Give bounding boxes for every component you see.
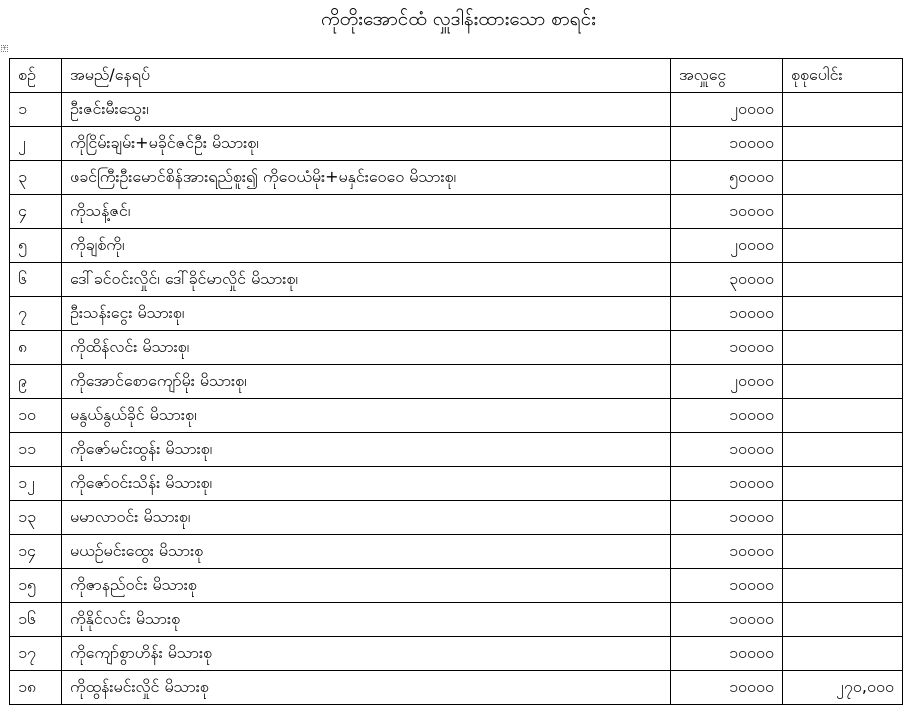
donation-amount-cell: ၁၀၀၀၀ [671,195,783,229]
donation-amount-cell: ၅၀၀၀၀ [671,161,783,195]
donor-name-cell: ကိုဇော်ဝင်းသိန်း မိသားစု၊ [62,467,671,501]
serial-number-cell: ၁၅ [10,569,62,603]
table-row [10,93,903,127]
donation-amount-cell: ၁၀၀၀၀ [671,297,783,331]
table-row [10,535,903,569]
table-row [10,365,903,399]
donor-name-cell: ဦးဇင်းမီးသွေး၊ [62,93,671,127]
serial-number-cell: ၈ [10,331,62,365]
serial-number-cell: ၁၁ [10,433,62,467]
page-title: ကိုတိုးအောင်ထံ လှူဒါန်းထားသော စာရင်း [321,8,596,30]
donation-amount-cell: ၁၀၀၀၀ [671,399,783,433]
donor-name-cell: ဒေါ်ခင်ဝင်းလှိုင်၊ ဒေါ်ခိုင်မာလှိုင် မိသားစု၊ [62,263,671,297]
table-row [10,501,903,535]
serial-number-cell: ၉ [10,365,62,399]
grand-total-cell: ၂၇၀,၀၀၀ [783,671,903,705]
serial-number-cell: ၇ [10,297,62,331]
donor-name-cell: ကိုချစ်ကို၊ [62,229,671,263]
grand-total-cell [783,365,903,399]
donation-amount-cell: ၂၀၀၀၀ [671,365,783,399]
serial-number-cell: ၁၈ [10,671,62,705]
table-row [10,127,903,161]
header-grand-total: စုစုပေါင်း [783,59,903,93]
donation-amount-cell: ၂၀၀၀၀ [671,229,783,263]
grand-total-cell [783,535,903,569]
donation-amount-cell: ၁၀၀၀၀ [671,671,783,705]
grand-total-cell [783,603,903,637]
table-row [10,331,903,365]
grand-total-cell [783,195,903,229]
serial-number-cell: ၂ [10,127,62,161]
grand-total-cell [783,263,903,297]
donor-name-cell: ကိုအောင်စောကျော်မိုး မိသားစု၊ [62,365,671,399]
donation-amount-cell: ၁၀၀၀၀ [671,433,783,467]
table-row [10,433,903,467]
table-header-row [10,59,903,93]
grand-total-cell [783,501,903,535]
table-row [10,467,903,501]
table-row [10,637,903,671]
table-row [10,603,903,637]
donor-name-cell: ကိုဇာနည်ဝင်း မိသားစု [62,569,671,603]
serial-number-cell: ၁၀ [10,399,62,433]
donor-name-cell: ကိုကျော်စွာဟိန်း မိသားစု [62,637,671,671]
donor-name-cell: မမာလာဝင်း မိသားစု၊ [62,501,671,535]
grand-total-cell [783,399,903,433]
donation-table [9,58,903,705]
header-name-address: အမည်/နေရပ် [62,59,671,93]
table-row [10,297,903,331]
donation-amount-cell: ၁၀၀၀၀ [671,637,783,671]
donation-amount-cell: ၁၀၀၀၀ [671,535,783,569]
donor-name-cell: ကိုငြိမ်းချမ်း+မခိုင်ဇင်ဦး မိသားစု၊ [62,127,671,161]
grand-total-cell [783,127,903,161]
table-row [10,161,903,195]
grand-total-cell [783,637,903,671]
grand-total-cell [783,161,903,195]
serial-number-cell: ၁၄ [10,535,62,569]
donation-amount-cell: ၃၀၀၀၀ [671,263,783,297]
table-row [10,569,903,603]
serial-number-cell: ၁၆ [10,603,62,637]
table-body [10,93,903,705]
donor-name-cell: ကိုနိုင်လင်း မိသားစု [62,603,671,637]
table-row [10,195,903,229]
grand-total-cell [783,93,903,127]
donor-name-cell: ဖခင်ကြီးဦးမောင်စိန်အားရည်စူး၍ ကိုဝေယံမိုး+မနှင်းဝေဝေ မိသားစု၊ [62,161,671,195]
grand-total-cell [783,331,903,365]
donor-name-cell: မနွယ်နွယ်ခိုင် မိသားစု၊ [62,399,671,433]
grand-total-cell [783,229,903,263]
donor-name-cell: ကိုထွန်းမင်းလှိုင် မိသားစု [62,671,671,705]
donor-name-cell: ဦးသန်းငွေး မိသားစု၊ [62,297,671,331]
table-row [10,399,903,433]
donor-name-cell: ကိုထိန်လင်း မိသားစု၊ [62,331,671,365]
donor-name-cell: ကိုဇော်မင်းထွန်း မိသားစု၊ [62,433,671,467]
table-move-handle-icon[interactable]: + [2,45,8,52]
donation-amount-cell: ၁၀၀၀၀ [671,603,783,637]
table-row [10,263,903,297]
serial-number-cell: ၅ [10,229,62,263]
serial-number-cell: ၁၂ [10,467,62,501]
serial-number-cell: ၄ [10,195,62,229]
grand-total-cell [783,297,903,331]
grand-total-cell [783,569,903,603]
donation-amount-cell: ၁၀၀၀၀ [671,569,783,603]
donation-amount-cell: ၂၀၀၀၀ [671,93,783,127]
serial-number-cell: ၁ [10,93,62,127]
serial-number-cell: ၆ [10,263,62,297]
donation-amount-cell: ၁၀၀၀၀ [671,127,783,161]
serial-number-cell: ၃ [10,161,62,195]
serial-number-cell: ၁၃ [10,501,62,535]
grand-total-cell [783,433,903,467]
donation-amount-cell: ၁၀၀၀၀ [671,331,783,365]
table-row [10,229,903,263]
header-donation-amount: အလှူငွေ [671,59,783,93]
grand-total-cell [783,467,903,501]
donor-name-cell: ကိုသန့်ဇင်၊ [62,195,671,229]
table-row [10,671,903,705]
header-serial-number: စဉ် [10,59,62,93]
serial-number-cell: ၁၇ [10,637,62,671]
donor-name-cell: မယဉ်မင်းထွေး မိသားစု [62,535,671,569]
donation-amount-cell: ၁၀၀၀၀ [671,467,783,501]
donation-amount-cell: ၁၀၀၀၀ [671,501,783,535]
